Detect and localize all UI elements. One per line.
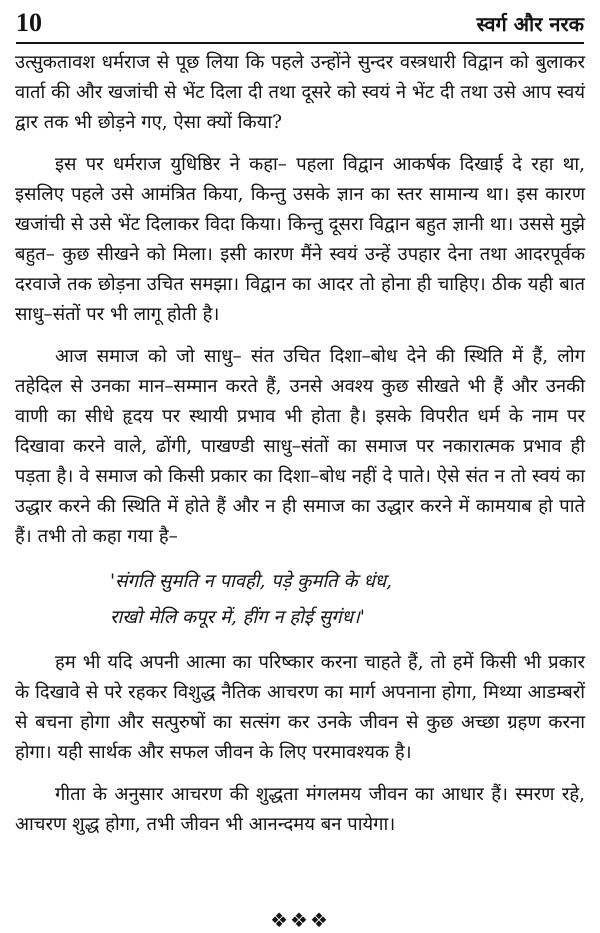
body-text bbox=[15, 48, 585, 852]
paragraph: इस पर धर्मराज युधिष्ठिर ने कहा– पहला विद्वान आकर्षक दिखाई दे रहा था, इसलिए पहले उसे आमंत्रित किया, किन्तु उसके ज्ञान का स्तर सामान्य था। इस कारण खजांची से उसे भेंट दिलाकर विदा किया। किन्तु दूसरा विद्वान बहुत ज्ञानी था। उससे मुझे बहुत– कुछ सीखने को मिला। इसी कारण मैंने स्वयं उन्हें उपहार देना तथा आदरपूर्वक दरवाजे तक छोड़ना उचित समझा। विद्वान का आदर तो होना ही चाहिए। ठीक यही बात साधु–संतों पर भी लागू होती है। bbox=[15, 154, 585, 325]
running-title: स्वर्ग और नरक bbox=[476, 12, 584, 36]
verse-line: राखो मेलि कपूर में, हींग न होई सुगंध।' bbox=[110, 607, 365, 628]
paragraph: हम भी यदि अपनी आत्मा का परिष्कार करना चाहते हैं, तो हमें किसी भी प्रकार के दिखावे से परे रहकर विशुद्ध नैतिक आचरण का मार्ग अपनाना होगा, मिथ्या आडम्बरों से बचना होगा और सत्पुरुषों का सत्संग कर उनके जीवन से कुछ अच्छा ग्रहण करना होगा। यही सार्थक और सफल जीवन के लिए परमावश्यक है। bbox=[15, 652, 585, 763]
paragraph: उत्सुकतावश धर्मराज से पूछ लिया कि पहले उन्होंने सुन्दर वस्त्रधारी विद्वान को बुलाकर वार्ता की और खजांची से भेंट दिला दी तथा दूसरे को स्वयं ने भेंट दी तथा उसे आप स्वयं द्वार तक भी छोड़ने गए, ऐसा क्यों किया? bbox=[15, 52, 585, 133]
verse-quote bbox=[110, 564, 585, 636]
paragraph: आज समाज को जो साधु– संत उचित दिशा–बोध देने की स्थिति में हैं, लोग तहेदिल से उनका मान–सम्मान करते हैं, उनसे अवश्य कुछ सीखते भी हैं और उनकी वाणी का सीधे हृदय पर स्थायी प्रभाव भी होता है। इसके विपरीत धर्म के नाम पर दिखावा करने वाले, ढोंगी, पाखण्डी साधु–संतों का समाज पर नकारात्मक प्रभाव ही पड़ता है। वे समाज को किसी प्रकार का दिशा–बोध नहीं दे पाते। ऐसे संत न तो स्वयं का उद्धार करने की स्थिति में होते हैं और न ही समाज का उद्धार करने में कामयाब हो पाते हैं। तभी तो कहा गया है– bbox=[15, 346, 585, 547]
header-rule bbox=[16, 42, 584, 44]
page-header bbox=[16, 6, 584, 42]
section-ornament: ❖❖❖ bbox=[270, 908, 330, 932]
paragraph: गीता के अनुसार आचरण की शुद्धता मंगलमय जीवन का आधार हैं। स्मरण रहे, आचरण शुद्ध होगा, तभी जीवन भी आनन्दमय बन पायेगा। bbox=[15, 784, 585, 835]
verse-line: 'संगति सुमति न पावही, पड़े कुमति के धंध, bbox=[110, 571, 392, 592]
page-number: 10 bbox=[16, 8, 42, 37]
